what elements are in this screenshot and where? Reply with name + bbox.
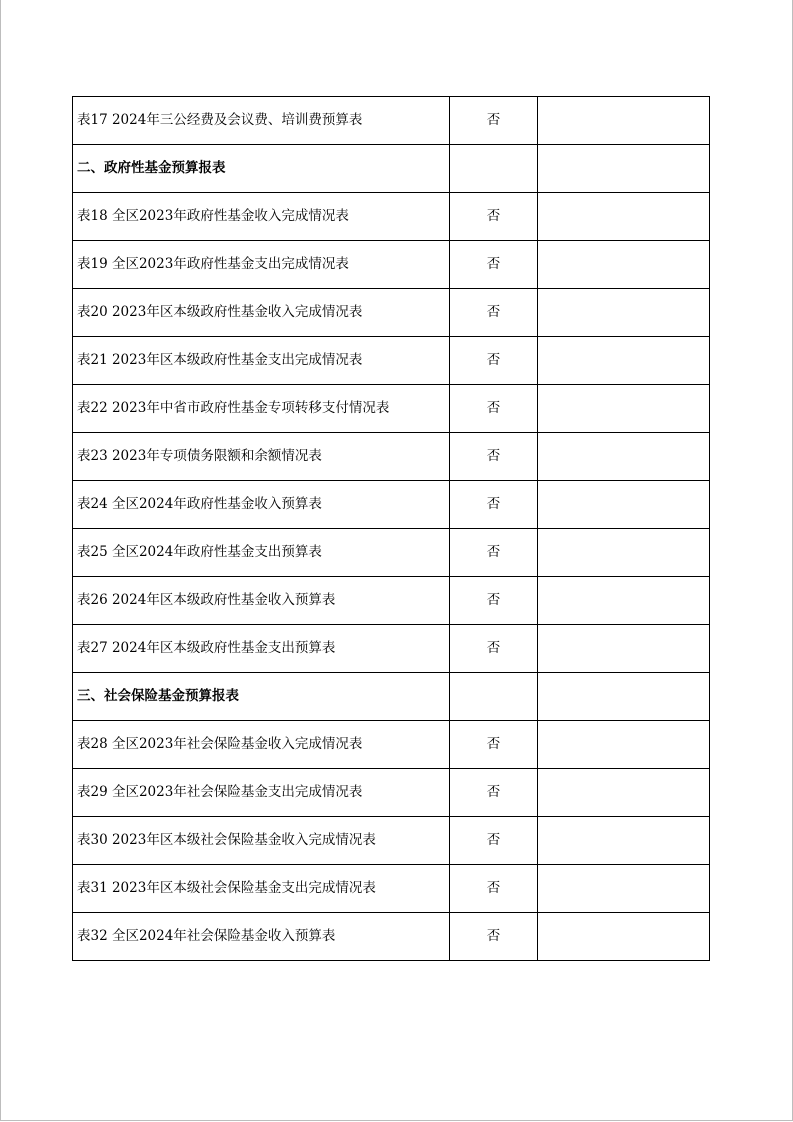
flag-cell: 否 <box>450 913 538 961</box>
report-name-cell: 表30 2023年区本级社会保险基金收入完成情况表 <box>73 817 450 865</box>
table-row <box>73 913 710 961</box>
note-cell <box>538 673 710 721</box>
table-row <box>73 769 710 817</box>
flag-cell: 否 <box>450 289 538 337</box>
note-cell <box>538 385 710 433</box>
report-name-cell: 表32 全区2024年社会保险基金收入预算表 <box>73 913 450 961</box>
table-row <box>73 193 710 241</box>
note-cell <box>538 193 710 241</box>
table-row <box>73 817 710 865</box>
table-row <box>73 289 710 337</box>
note-cell <box>538 721 710 769</box>
note-cell <box>538 769 710 817</box>
note-cell <box>538 145 710 193</box>
section-title: 三、社会保险基金预算报表 <box>73 673 450 721</box>
flag-cell <box>450 145 538 193</box>
flag-cell: 否 <box>450 721 538 769</box>
note-cell <box>538 625 710 673</box>
table-row <box>73 721 710 769</box>
flag-cell: 否 <box>450 481 538 529</box>
report-name-cell: 表19 全区2023年政府性基金支出完成情况表 <box>73 241 450 289</box>
note-cell <box>538 433 710 481</box>
note-cell <box>538 817 710 865</box>
note-cell <box>538 481 710 529</box>
table-row <box>73 625 710 673</box>
table-body <box>73 97 710 961</box>
note-cell <box>538 913 710 961</box>
report-name-cell: 表31 2023年区本级社会保险基金支出完成情况表 <box>73 865 450 913</box>
report-name-cell: 表26 2024年区本级政府性基金收入预算表 <box>73 577 450 625</box>
table-row <box>73 385 710 433</box>
table-row <box>73 433 710 481</box>
flag-cell: 否 <box>450 769 538 817</box>
note-cell <box>538 337 710 385</box>
flag-cell <box>450 673 538 721</box>
budget-report-table <box>72 96 710 961</box>
report-name-cell: 表20 2023年区本级政府性基金收入完成情况表 <box>73 289 450 337</box>
flag-cell: 否 <box>450 241 538 289</box>
table-row <box>73 481 710 529</box>
flag-cell: 否 <box>450 817 538 865</box>
table-row <box>73 865 710 913</box>
table-row <box>73 241 710 289</box>
report-name-cell: 表21 2023年区本级政府性基金支出完成情况表 <box>73 337 450 385</box>
report-name-cell: 表24 全区2024年政府性基金收入预算表 <box>73 481 450 529</box>
flag-cell: 否 <box>450 193 538 241</box>
report-name-cell: 表25 全区2024年政府性基金支出预算表 <box>73 529 450 577</box>
table-row <box>73 97 710 145</box>
flag-cell: 否 <box>450 529 538 577</box>
table-row <box>73 577 710 625</box>
flag-cell: 否 <box>450 97 538 145</box>
flag-cell: 否 <box>450 433 538 481</box>
report-name-cell: 表27 2024年区本级政府性基金支出预算表 <box>73 625 450 673</box>
flag-cell: 否 <box>450 625 538 673</box>
report-name-cell: 表22 2023年中省市政府性基金专项转移支付情况表 <box>73 385 450 433</box>
section-header-row <box>73 673 710 721</box>
section-header-row <box>73 145 710 193</box>
table-row <box>73 337 710 385</box>
section-title: 二、政府性基金预算报表 <box>73 145 450 193</box>
note-cell <box>538 577 710 625</box>
flag-cell: 否 <box>450 385 538 433</box>
note-cell <box>538 289 710 337</box>
flag-cell: 否 <box>450 577 538 625</box>
report-name-cell: 表17 2024年三公经费及会议费、培训费预算表 <box>73 97 450 145</box>
report-name-cell: 表18 全区2023年政府性基金收入完成情况表 <box>73 193 450 241</box>
note-cell <box>538 529 710 577</box>
note-cell <box>538 97 710 145</box>
table-row <box>73 529 710 577</box>
report-name-cell: 表23 2023年专项债务限额和余额情况表 <box>73 433 450 481</box>
report-name-cell: 表28 全区2023年社会保险基金收入完成情况表 <box>73 721 450 769</box>
note-cell <box>538 865 710 913</box>
flag-cell: 否 <box>450 337 538 385</box>
note-cell <box>538 241 710 289</box>
report-name-cell: 表29 全区2023年社会保险基金支出完成情况表 <box>73 769 450 817</box>
flag-cell: 否 <box>450 865 538 913</box>
